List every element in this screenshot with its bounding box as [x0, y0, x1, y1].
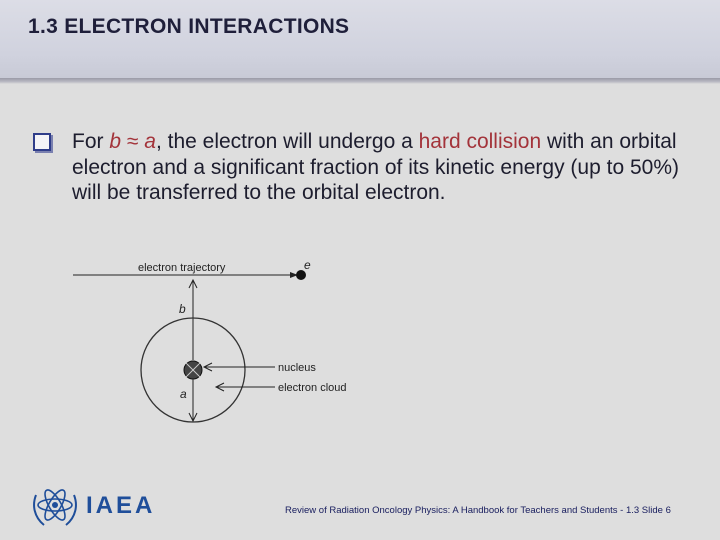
- b-label: b: [179, 302, 186, 316]
- a-label: a: [180, 387, 187, 401]
- approx-symbol: ≈: [126, 130, 139, 153]
- slide-header: [0, 0, 720, 78]
- slide-footer: Review of Radiation Oncology Physics: A Handbook for Teachers and Students - 1.3 Slide 6: [285, 505, 671, 516]
- electron-interaction-diagram: [65, 250, 375, 435]
- variable-b: b: [109, 130, 122, 153]
- trajectory-label: electron trajectory: [138, 262, 226, 274]
- iaea-emblem-icon: [28, 483, 82, 531]
- cloud-label: electron cloud: [278, 382, 347, 394]
- hard-collision-highlight: hard collision: [418, 130, 542, 153]
- header-divider: [0, 78, 720, 84]
- variable-a: a: [144, 130, 156, 153]
- slide-title: 1.3 ELECTRON INTERACTIONS: [28, 15, 350, 38]
- bullet-middle: , the electron will undergo a: [155, 130, 419, 153]
- bullet-text: [72, 129, 692, 206]
- bullet-checkbox-icon: [33, 133, 51, 151]
- electron-label: e: [304, 258, 311, 272]
- iaea-logo-text: IAEA: [86, 492, 156, 519]
- nucleus-label: nucleus: [278, 362, 316, 374]
- bullet-suffix: with an orbital electron and a significant fraction of its kinetic energy (up to 50%) will be transferred to the orbital electron.: [72, 130, 679, 204]
- bullet-prefix: For: [72, 130, 110, 153]
